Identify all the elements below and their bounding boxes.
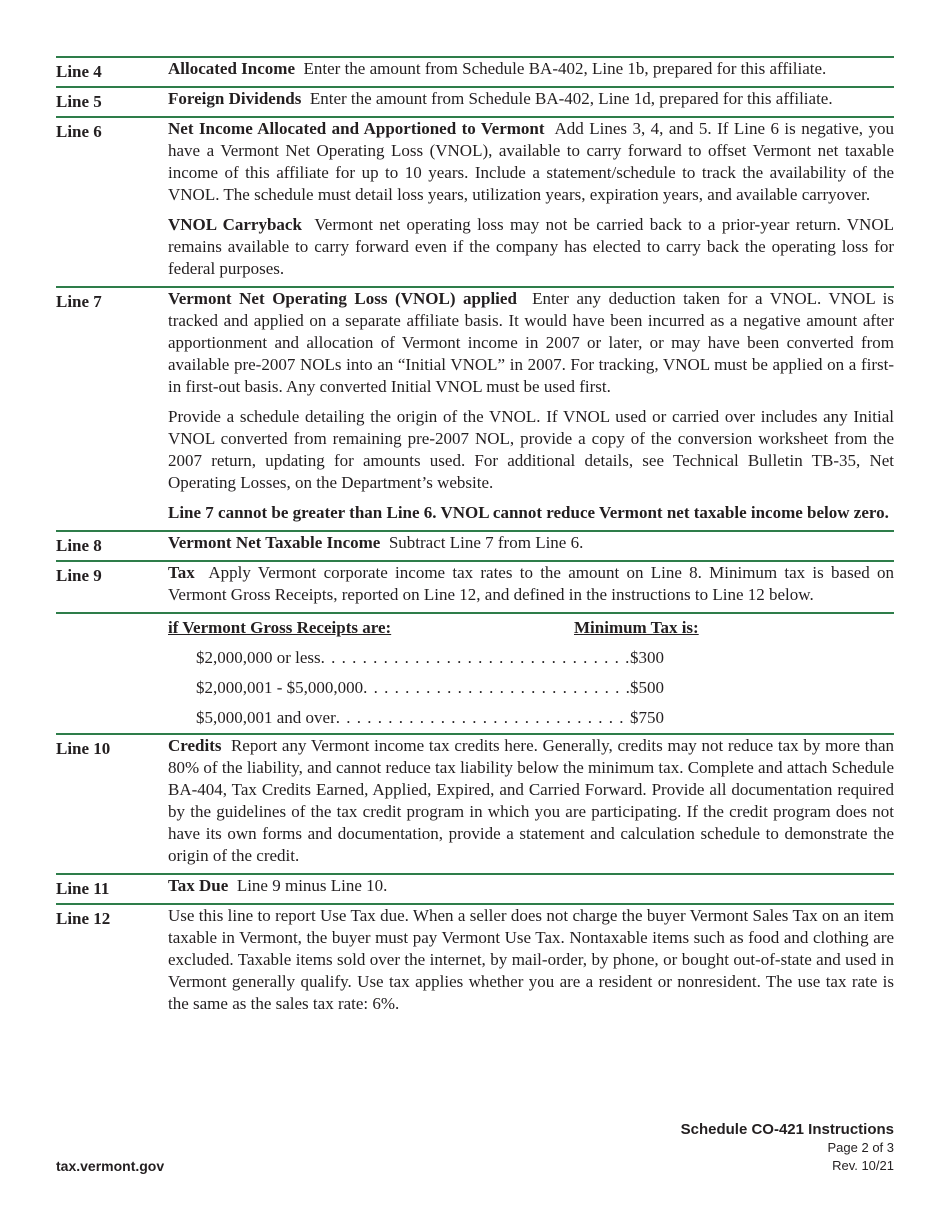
table-row: [196, 647, 664, 669]
line-8-row: [56, 530, 894, 560]
line-text: Apply Vermont corporate income tax rates to the amount on Line 8. Minimum tax is based on Vermont Gross Receipts, reported on Line 12, and defined in the instructions to Line 12 below.: [168, 563, 894, 604]
line-7-note: Line 7 cannot be greater than Line 6. VNOL cannot reduce Vermont net taxable income below zero.: [168, 503, 889, 522]
minimum-tax-table: [56, 612, 894, 733]
website-link[interactable]: tax.vermont.gov: [56, 1158, 165, 1174]
line-label: Line 6: [56, 122, 102, 141]
line-text: Use this line to report Use Tax due. When a seller does not charge the buyer Vermont Sales Tax on an item taxable in Vermont, the buyer must pay Vermont Use Tax. Nontaxable items such as food and clothing are excluded. Taxable items sold over the internet, by mail-order, by phone, or bought out-of-state and used in Vermont generally qualify. Use tax applies whether you are a resident or nonresident. The use tax rate is the same as the sales tax rate: 6%.: [168, 906, 894, 1013]
receipts-range: $2,000,000 or less: [196, 648, 321, 667]
line-label: Line 7: [56, 292, 102, 311]
line-4-row: [56, 56, 894, 86]
line-text: Line 9 minus Line 10.: [236, 876, 388, 895]
document-title: Schedule CO-421 Instructions: [680, 1121, 894, 1138]
line-label: Line 4: [56, 62, 102, 81]
line-label: Line 5: [56, 92, 102, 111]
line-text: Enter the amount from Schedule BA-402, Line 1b, prepared for this affiliate.: [303, 59, 827, 78]
line-label: Line 8: [56, 536, 102, 555]
page-footer: [681, 1121, 894, 1175]
line-text: Enter any deduction taken for a VNOL. VNOL is tracked and applied on a separate affiliate basis. It would have been incurred as a negative amount after apportionment and allocation of Vermont income in 2007 or later, or may have been converted from available pre-2007 NOLs into an “Initial VNOL” in 2007. For tracking, VNOL must be applied on a first-in first-out basis. Any converted Initial VNOL must be used first.: [168, 289, 894, 396]
gross-receipts-header: if Vermont Gross Receipts are:: [168, 618, 392, 637]
dot-leader: [336, 707, 630, 729]
line-title: Vermont Net Taxable Income: [168, 533, 381, 552]
dot-leader: [363, 677, 630, 699]
page-number: Page 2 of 3: [827, 1140, 894, 1155]
minimum-tax-amount: $500: [630, 678, 664, 697]
minimum-tax-header: Minimum Tax is:: [574, 618, 699, 637]
minimum-tax-amount: $300: [630, 648, 664, 667]
line-text: Add Lines 3, 4, and 5. If Line 6 is negative, you have a Vermont Net Operating Loss (VNOL), available to carry forward to offset Vermont net taxable income of this affiliate for up to 10 years. Include a statement/schedule to track the availability of the VNOL. The schedule must detail loss years, utilization years, expiration years, and available carryover.: [168, 119, 894, 204]
line-6-row: [56, 116, 894, 286]
line-title: Credits: [168, 736, 222, 755]
line-text: Report any Vermont income tax credits here. Generally, credits may not reduce tax by more than 80% of the liability, and cannot reduce tax liability below the minimum tax. Complete and attach Schedule BA-404, Tax Credits Earned, Applied, Expired, and Carried Forward. Provide all documentation required by the guidelines of the tax credit program in which you are participating. If the credit program does not have its own forms and documentation, provide a statement and calculation schedule to demonstrate the origin of the credit.: [168, 736, 894, 865]
table-row: [196, 707, 664, 729]
receipts-range: $5,000,001 and over: [196, 708, 336, 727]
line-5-row: [56, 86, 894, 116]
line-text: Enter the amount from Schedule BA-402, Line 1d, prepared for this affiliate.: [309, 89, 833, 108]
line-label: Line 12: [56, 909, 111, 928]
line-title: Allocated Income: [168, 59, 296, 78]
line-title: Tax: [168, 563, 195, 582]
line-title: Foreign Dividends: [168, 89, 302, 108]
line-text: Subtract Line 7 from Line 6.: [388, 533, 584, 552]
instructions-body: [56, 56, 894, 1021]
line-11-row: [56, 873, 894, 903]
line-10-row: [56, 733, 894, 873]
minimum-tax-amount: $750: [630, 708, 664, 727]
receipts-range: $2,000,001 - $5,000,000: [196, 678, 364, 697]
line-label: Line 11: [56, 879, 110, 898]
line-label: Line 10: [56, 739, 111, 758]
line-title: Vermont Net Operating Loss (VNOL) applied: [168, 289, 517, 308]
line-title: Net Income Allocated and Apportioned to Vermont: [168, 119, 545, 138]
dot-leader: [321, 647, 630, 669]
revision-date: Rev. 10/21: [832, 1158, 894, 1173]
line-7-row: [56, 286, 894, 530]
line-9-row: [56, 560, 894, 612]
line-7-paragraph-2: Provide a schedule detailing the origin of the VNOL. If VNOL used or carried over includes any Initial VNOL converted from remaining pre-2007 NOL, provide a copy of the conversion worksheet from the 2007 return, updating for amounts used. For additional details, see Technical Bulletin TB-35, Net Operating Losses, on the Department’s website.: [168, 407, 894, 492]
table-header: [168, 614, 894, 639]
line-label: Line 9: [56, 566, 102, 585]
vnol-carryback-text: Vermont net operating loss may not be carried back to a prior-year return. VNOL remains available to carry forward even if the company has elected to carry back the operating loss for federal purposes.: [168, 215, 894, 278]
line-12-row: [56, 903, 894, 1021]
vnol-carryback-title: VNOL Carryback: [168, 215, 302, 234]
table-row: [196, 677, 664, 699]
line-title: Tax Due: [168, 876, 229, 895]
